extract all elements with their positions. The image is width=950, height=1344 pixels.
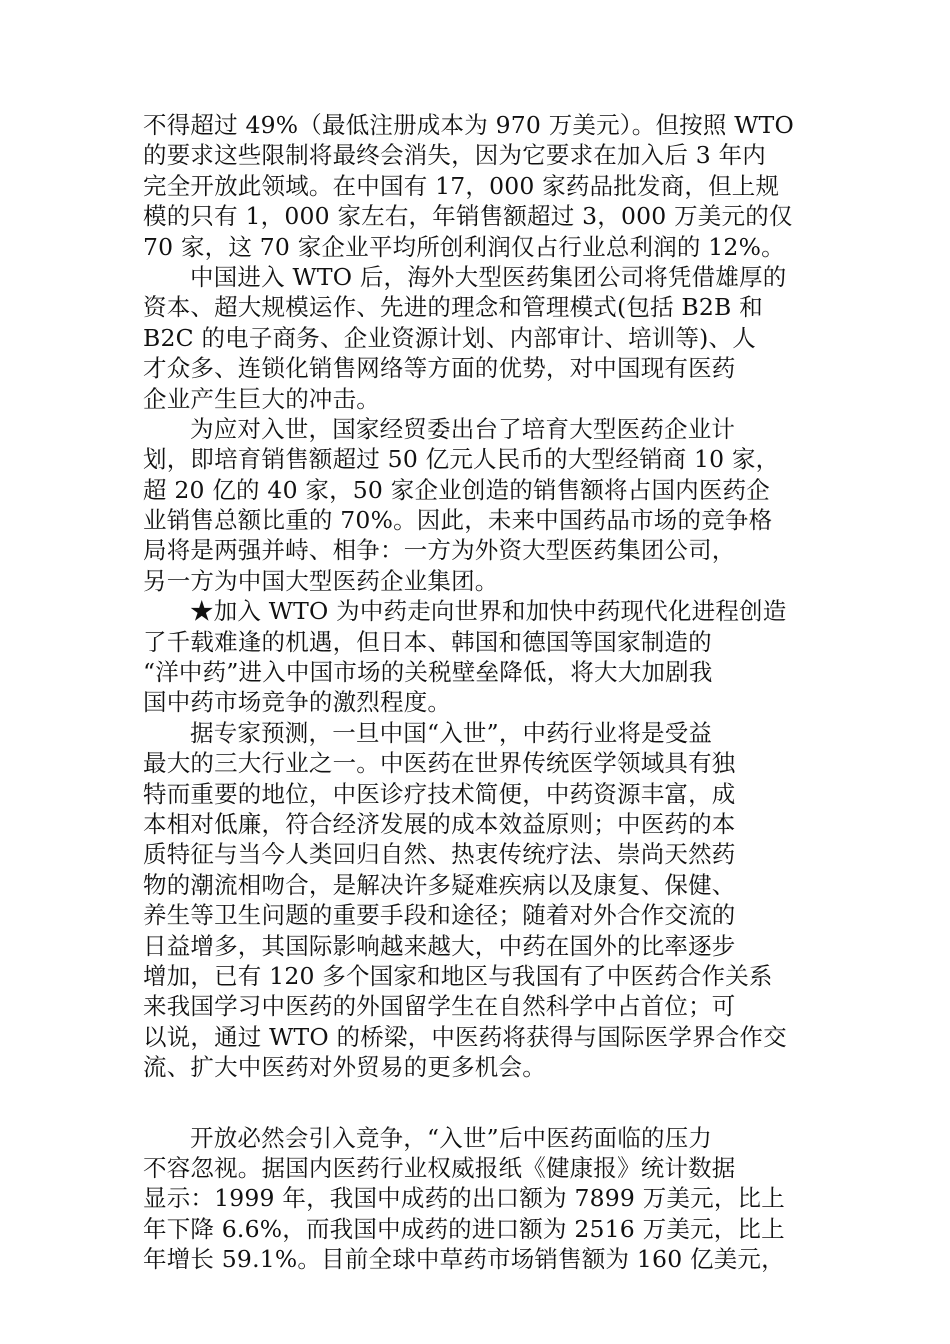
- text-line: 以说，通过 WTO 的桥梁，中医药将获得与国际医学界合作交: [143, 1022, 787, 1051]
- paragraph-3: [143, 414, 813, 596]
- text-line: 的要求这些限制将最终会消失，因为它要求在加入后 3 年内: [143, 141, 766, 170]
- text-line: 日益增多，其国际影响越来越大，中药在国外的比率逐步: [143, 931, 736, 960]
- text-line: “洋中药”进入中国市场的关税壁垒降低，将大大加剧我: [143, 658, 713, 687]
- paragraph-1: [143, 110, 813, 262]
- text-line: 才众多、连锁化销售网络等方面的优势，对中国现有医药: [143, 354, 736, 383]
- text-line: 业销售总额比重的 70%。因此，未来中国药品市场的竞争格: [143, 506, 773, 535]
- text-line: 年增长 59.1%。目前全球中草药市场销售额为 160 亿美元，: [143, 1245, 785, 1274]
- text-line: 了千载难逢的机遇，但日本、韩国和德国等国家制造的: [143, 627, 712, 656]
- paragraph-5: [143, 718, 813, 1083]
- text-line: 质特征与当今人类回归自然、热衷传统疗法、崇尚天然药: [143, 840, 736, 869]
- text-line: 资本、超大规模运作、先进的理念和管理模式(包括 B2B 和: [143, 293, 763, 322]
- text-line: 不得超过 49%（最低注册成本为 970 万美元）。但按照 WTO: [143, 111, 794, 139]
- text-line: 划，即培育销售额超过 50 亿元人民币的大型经销商 10 家，: [143, 445, 780, 474]
- paragraph-4: [143, 596, 813, 718]
- text-line: 超 20 亿的 40 家，50 家企业创造的销售额将占国内医药企: [143, 475, 770, 504]
- text-line: 中国进入 WTO 后，海外大型医药集团公司将凭借雄厚的: [190, 262, 787, 291]
- text-line: 来我国学习中医药的外国留学生在自然科学中占首位；可: [143, 992, 736, 1021]
- text-line: 国中药市场竞争的激烈程度。: [143, 688, 452, 717]
- text-line: B2C 的电子商务、企业资源计划、内部审计、培训等)、人: [143, 323, 756, 352]
- text-line: 本相对低廉，符合经济发展的成本效益原则；中医药的本: [143, 809, 736, 838]
- text-line: 流、扩大中医药对外贸易的更多机会。: [143, 1053, 546, 1082]
- text-line: 不容忽视。据国内医药行业权威报纸《健康报》统计数据: [143, 1153, 736, 1182]
- text-line: 局将是两强并峙、相争：一方为外资大型医药集团公司，: [143, 536, 736, 565]
- paragraph-2: [143, 262, 813, 414]
- text-line: 物的潮流相吻合，是解决许多疑难疾病以及康复、保健、: [143, 870, 736, 899]
- text-line: 最大的三大行业之一。中医药在世界传统医学领域具有独: [143, 749, 736, 778]
- text-line: 模的只有 1，000 家左右，年销售额超过 3，000 万美元的仅: [143, 202, 793, 231]
- text-line: 增加，已有 120 多个国家和地区与我国有了中医药合作关系: [143, 961, 773, 990]
- text-line: 另一方为中国大型医药企业集团。: [143, 566, 499, 595]
- text-line: 完全开放此领域。在中国有 17，000 家药品批发商，但上规: [143, 171, 780, 200]
- text-line: 显示：1999 年，我国中成药的出口额为 7899 万美元，比上: [143, 1184, 785, 1213]
- text-line: 据专家预测，一旦中国“入世”，中药行业将是受益: [190, 718, 713, 747]
- text-line: 70 家，这 70 家企业平均所创利润仅占行业总利润的 12%。: [143, 232, 785, 261]
- text-line: 开放必然会引入竞争，“入世”后中医药面临的压力: [190, 1123, 713, 1152]
- text-line: 年下降 6.6%，而我国中成药的进口额为 2516 万美元，比上: [143, 1214, 785, 1243]
- paragraph-6: [143, 1123, 813, 1275]
- paragraph-spacer: [143, 1083, 813, 1123]
- document-page: [143, 110, 813, 1274]
- text-line: 养生等卫生问题的重要手段和途径；随着对外合作交流的: [143, 901, 736, 930]
- text-line: 企业产生巨大的冲击。: [143, 384, 380, 413]
- text-line: 特而重要的地位，中医诊疗技术简便，中药资源丰富，成: [143, 779, 736, 808]
- text-line: ★加入 WTO 为中药走向世界和加快中药现代化进程创造: [190, 597, 787, 626]
- text-line: 为应对入世，国家经贸委出台了培育大型医药企业计: [190, 414, 736, 443]
